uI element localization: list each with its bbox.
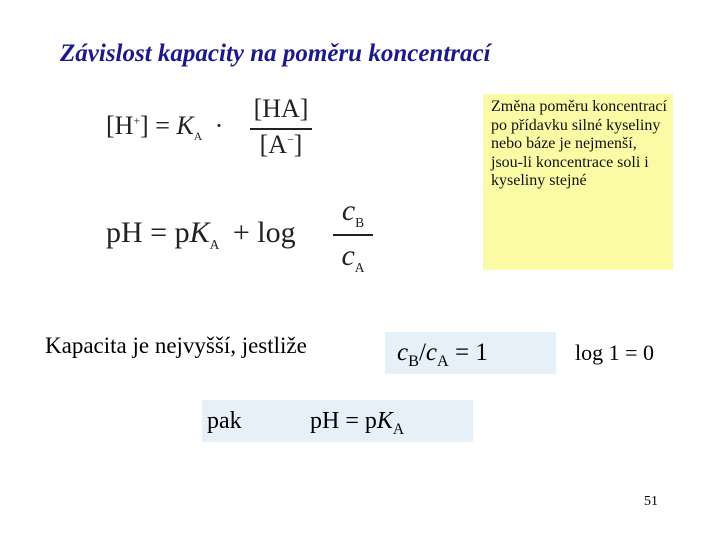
log-equation: log 1 = 0 bbox=[575, 340, 655, 365]
conclusion-equation bbox=[310, 408, 404, 439]
eq2-den-c: c bbox=[341, 239, 355, 272]
eq1-dot: · bbox=[214, 111, 224, 140]
eq1-den-sup: − bbox=[287, 133, 294, 147]
eq1-k: K bbox=[176, 111, 194, 140]
ratio-sub-b: B bbox=[408, 352, 419, 370]
ratio-sub-a: A bbox=[437, 352, 449, 370]
page-number: 51 bbox=[644, 494, 658, 509]
eq2-k: K bbox=[189, 216, 210, 249]
ratio-slash: / bbox=[418, 339, 426, 366]
conclusion-eq-prefix: pH = p bbox=[310, 408, 377, 434]
eq1-lhs-open: [H bbox=[106, 111, 134, 140]
eq1-fraction-bar bbox=[250, 128, 312, 130]
ratio-c1: c bbox=[397, 339, 409, 366]
eq2-fraction-bar bbox=[333, 234, 373, 236]
capacity-condition-text: Kapacita je nejvyšší, jestliže bbox=[45, 333, 307, 358]
ratio-c2: c bbox=[425, 339, 438, 366]
eq1-denominator bbox=[250, 130, 312, 160]
eq1-den-close: ] bbox=[293, 130, 303, 159]
eq1-fraction bbox=[250, 94, 312, 160]
conclusion-k: K bbox=[376, 408, 393, 434]
conclusion-k-sub: A bbox=[392, 420, 405, 438]
eq2-den-sub: A bbox=[354, 260, 365, 275]
eq1-den-open: [A bbox=[259, 130, 288, 159]
conclusion-label: pak bbox=[207, 408, 242, 434]
eq2-denominator bbox=[333, 239, 373, 276]
eq2-lhs: pH = p bbox=[106, 216, 190, 249]
eq2-fraction bbox=[333, 194, 373, 276]
note-box: Změna poměru koncentrací po přídavku silné kyseliny nebo báze je nejmenší, jsou-li koncentrace soli i kyseliny stejné bbox=[483, 94, 673, 270]
equation-henderson-hasselbalch bbox=[106, 216, 296, 253]
eq2-plus-log: + log bbox=[232, 216, 296, 249]
equation-henderson-hydrogen bbox=[106, 111, 223, 143]
eq2-k-sub: A bbox=[209, 237, 220, 252]
ratio-rest: = 1 bbox=[448, 339, 488, 366]
slide-title: Závislost kapacity na poměru koncentrací bbox=[60, 40, 491, 67]
eq2-num-c: c bbox=[341, 194, 356, 227]
eq2-numerator bbox=[333, 194, 373, 231]
eq1-k-sub: A bbox=[193, 130, 203, 144]
eq2-num-sub: B bbox=[355, 215, 365, 230]
ratio-equation bbox=[397, 339, 488, 371]
eq1-lhs-close: ] = bbox=[140, 111, 170, 140]
eq1-lhs-sup: + bbox=[133, 114, 141, 128]
eq1-numerator: [HA] bbox=[253, 94, 309, 123]
